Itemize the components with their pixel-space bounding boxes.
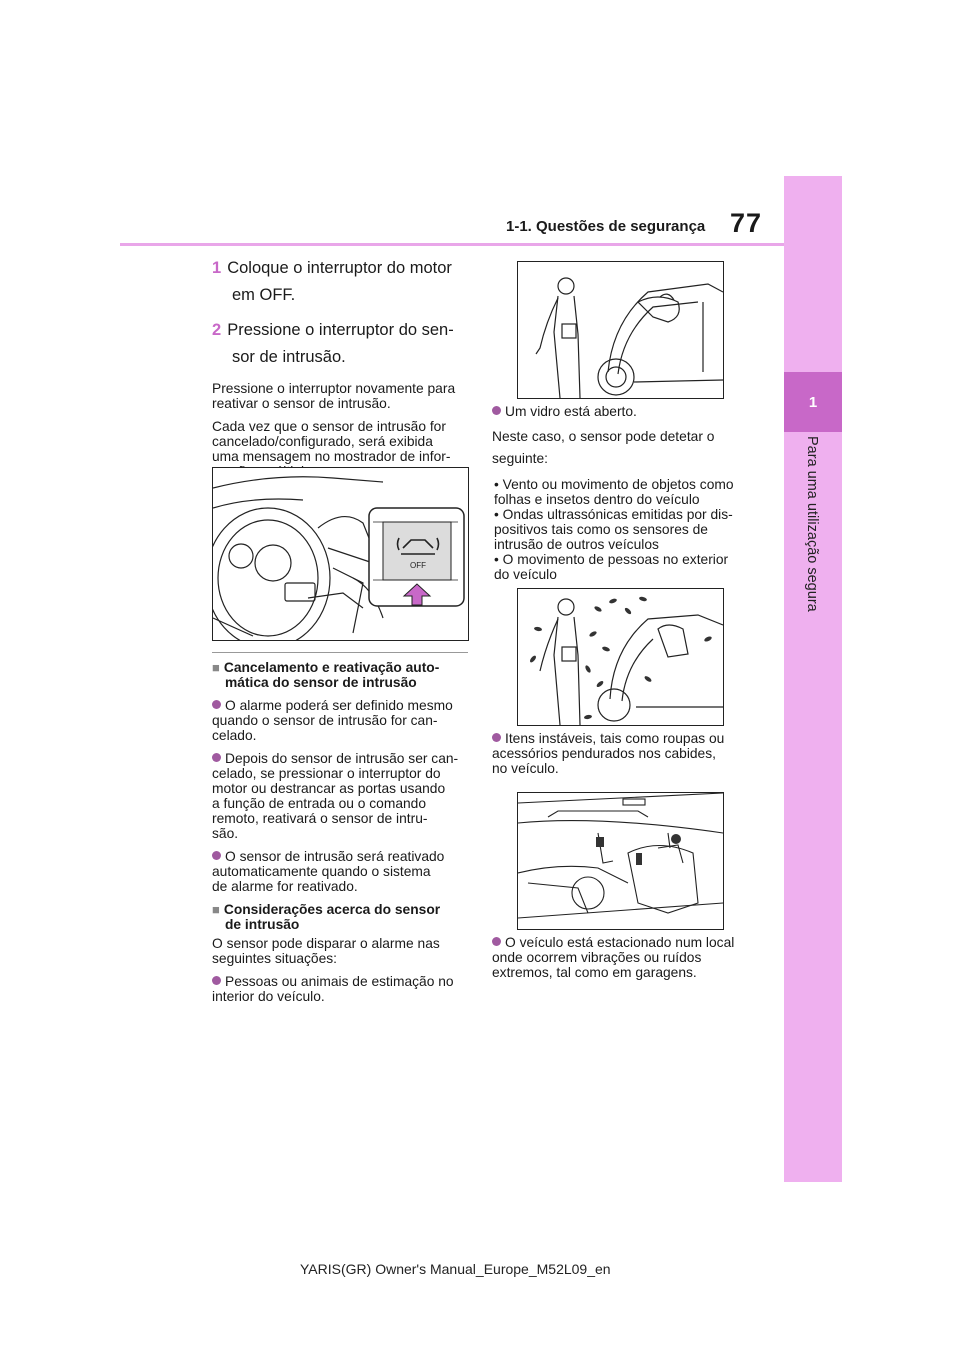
heading-line (212, 902, 472, 917)
figure-intrusion-switch (212, 467, 469, 641)
footer-manual-id: YARIS(GR) Owner's Manual_Europe_M52L09_en (300, 1261, 611, 1277)
right-column-lower (492, 935, 760, 980)
step-number: 1 (212, 259, 222, 277)
bullet-dot-icon (492, 937, 501, 946)
text-line: quando o sensor de intrusão for can- (212, 713, 438, 728)
bullet-unstable-items (492, 731, 760, 776)
step-text: Pressione o interruptor do sen- (227, 321, 454, 339)
text-line: seguinte: (492, 451, 548, 466)
bullet-dot-icon (492, 406, 501, 415)
text-line: motor ou destrancar as portas usando (212, 781, 446, 796)
text-line: de alarme for reativado. (212, 879, 358, 894)
sub-item-ultrasonic: • Ondas ultrassónicas emitidas por dis- positivos tais como os sensores de intrusão de outros veículos (492, 507, 760, 552)
sub-item-wind: • Vento ou movimento de objetos como folhas e insetos dentro do veículo (492, 477, 760, 507)
bullet-vibrations (492, 935, 760, 980)
header-rule (120, 243, 784, 246)
heading-cancel-reactivate (212, 660, 472, 690)
bullet-dot-icon (212, 753, 221, 762)
sub-item-people-outside: • O movimento de pessoas no exterior do veículo (492, 552, 760, 582)
right-column-middle (492, 731, 760, 776)
text-line: Ondas ultrassónicas emitidas por dis- (502, 507, 733, 522)
text-line: interior do veículo. (212, 989, 325, 1004)
text-line: do veículo (494, 567, 557, 582)
text-line: são. (212, 826, 239, 841)
chapter-number-tab[interactable]: 1 (784, 372, 842, 432)
off-label: OFF (410, 561, 426, 570)
text-line: no veículo. (492, 761, 559, 776)
square-bullet-icon: ■ (212, 660, 220, 675)
text-line: positivos tais como os sensores de (494, 522, 708, 537)
heading-text: Considerações acerca do sensor (223, 902, 441, 917)
text-line: acessórios pendurados nos cabides, (492, 746, 716, 761)
chapter-title-vertical (784, 436, 842, 676)
text-line: uma mensagem no mostrador de infor- (212, 449, 451, 464)
interior-illustration (518, 793, 723, 929)
bullet-dot-icon (212, 851, 221, 860)
text-line: folhas e insetos dentro do veículo (494, 492, 700, 507)
person-pet-illustration (518, 262, 723, 398)
leaves-illustration (518, 589, 723, 725)
figure-leaves-window-open (517, 588, 724, 726)
text-line: Vento ou movimento de objetos como (502, 477, 734, 492)
step-2 (212, 317, 477, 344)
text-line: reativar o sensor de intrusão. (212, 396, 391, 411)
text-line: seguintes situações: (212, 951, 338, 966)
bullet-window-open (492, 404, 760, 419)
bullet-after-cancel (212, 751, 472, 841)
figure-person-pet-in-car (517, 261, 724, 399)
bullet-auto-reactivate (212, 849, 472, 894)
text-line: Pressione o interruptor novamente para (212, 381, 456, 396)
text-line: O veículo está estacionado num local (505, 935, 735, 950)
page-number: 77 (730, 208, 763, 238)
heading-line: mática do sensor de intrusão (225, 675, 417, 690)
step-2-cont: sor de intrusão. (232, 348, 346, 366)
text-line: remoto, reativará o sensor de intru- (212, 811, 428, 826)
chapter-side-tab (784, 176, 842, 1182)
text-line: Neste caso, o sensor pode detetar o (492, 429, 715, 444)
heading-considerations (212, 902, 472, 932)
bullet-people-pets (212, 974, 472, 1004)
bullet-alarm-defined (212, 698, 472, 743)
text-line: onde ocorrem vibrações ou ruídos (492, 950, 702, 965)
text-line: Itens instáveis, tais como roupas ou (505, 731, 725, 746)
text-line: O alarme poderá ser definido mesmo (225, 698, 453, 713)
text-line: a função de entrada ou o comando (212, 796, 427, 811)
text-line: Depois do sensor de intrusão ser can- (225, 751, 459, 766)
figure-hanging-items (517, 792, 724, 930)
text-line: automaticamente quando o sistema (212, 864, 431, 879)
text-line: celado, se pressionar o interruptor do (212, 766, 441, 781)
paragraph-detect (492, 426, 760, 470)
bullet-dot-icon (492, 733, 501, 742)
text-line: Um vidro está aberto. (505, 404, 637, 419)
text-line: Cada vez que o sensor de intrusão for (212, 419, 446, 434)
chapter-title: Para uma utilização segura (804, 436, 820, 612)
step-1-cont: em OFF. (232, 286, 296, 304)
paragraph-reactivate (212, 381, 477, 411)
bullet-dot-icon (212, 976, 221, 985)
bullet-dot-icon (212, 700, 221, 709)
text-line: celado. (212, 728, 257, 743)
heading-line: de intrusão (225, 917, 300, 932)
text-line: extremos, tal como em garagens. (492, 965, 697, 980)
square-bullet-icon: ■ (212, 902, 220, 917)
heading-text: Cancelamento e reativação auto- (223, 660, 440, 675)
text-line: cancelado/configurado, será exibida (212, 434, 433, 449)
step-number: 2 (212, 321, 222, 339)
step-text: Coloque o interruptor do motor (227, 259, 452, 277)
right-column-upper (492, 404, 760, 582)
text-line: O sensor pode disparar o alarme nas (212, 936, 440, 951)
left-column-lower (212, 660, 472, 1004)
section-title: 1-1. Questões de segurança (506, 218, 706, 235)
dashboard-illustration (213, 468, 468, 640)
paragraph-situations (212, 936, 472, 966)
section-divider (212, 652, 468, 653)
step-1 (212, 255, 477, 282)
text-line: intrusão de outros veículos (494, 537, 659, 552)
left-column (212, 255, 477, 479)
text-line: O sensor de intrusão será reativado (225, 849, 445, 864)
text-line: Pessoas ou animais de estimação no (225, 974, 454, 989)
heading-line (212, 660, 472, 675)
text-line: O movimento de pessoas no exterior (502, 552, 729, 567)
